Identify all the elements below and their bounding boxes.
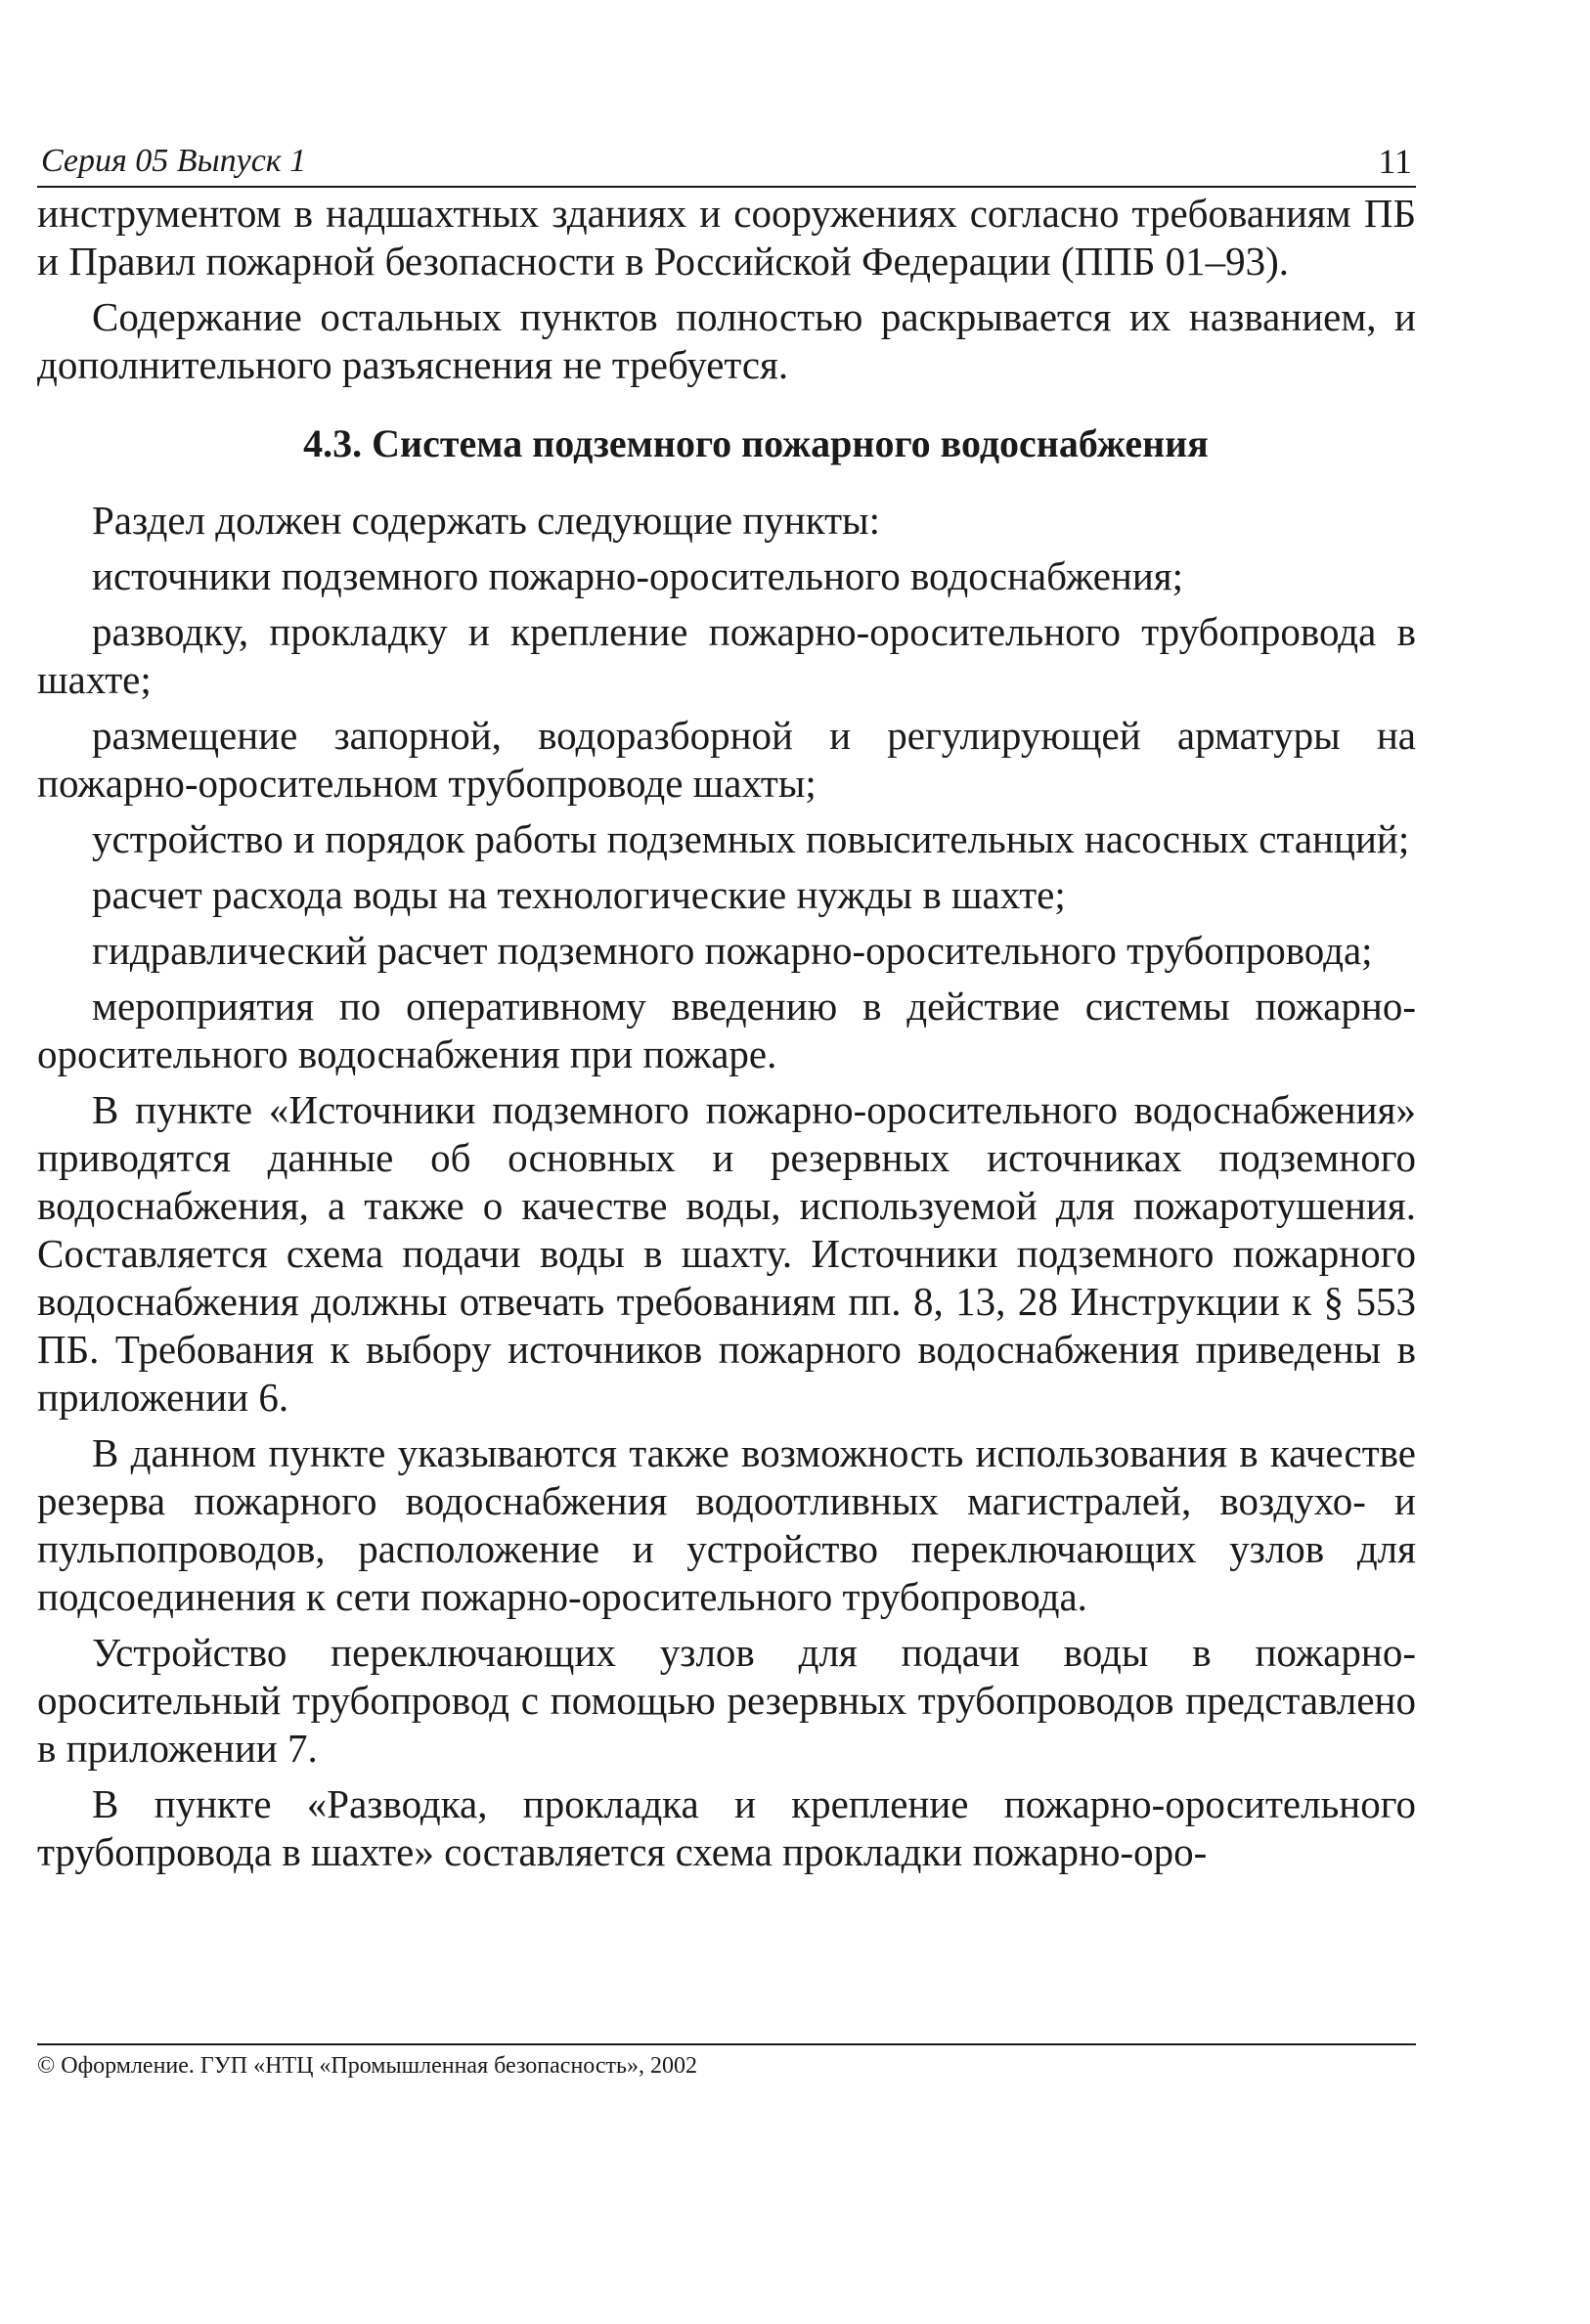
paragraph: Устройство переключающих узлов для подачи воды в пожарно-оросительный трубопровод с помощью резервных трубопроводов представлено в приложении 7. [37, 1630, 1416, 1771]
paragraph: инструментом в надшахтных зданиях и сооружениях согласно требованиям ПБ и Правил пожарной безопасности в Российской Федерации (ППБ 01–93). [37, 191, 1416, 284]
document-page [37, 127, 1416, 1884]
list-item: расчет расхода воды на технологические нужды в шахте; [92, 872, 1066, 917]
section-heading: 4.3. Система подземного пожарного водоснабжения [303, 421, 1209, 465]
series-label: Серия 05 Выпуск 1 [41, 143, 307, 179]
list-item: источники подземного пожарно-оросительного водоснабжения; [92, 553, 1184, 598]
list-item: разводку, прокладку и крепление пожарно-оросительного трубопровода в шахте; [37, 609, 1416, 702]
running-header [37, 127, 1416, 188]
paragraph: Раздел должен содержать следующие пункты: [92, 498, 880, 543]
list-item: устройство и порядок работы подземных повысительных насосных станций; [92, 816, 1410, 861]
page-footer [37, 2043, 1416, 2080]
list-item: гидравлический расчет подземного пожарно-оросительного трубопровода; [92, 928, 1373, 973]
footer-text: Оформление. ГУП «НТЦ «Промышленная безопасность», 2002 [61, 2053, 697, 2079]
body-text [37, 190, 1416, 1876]
paragraph: В пункте «Разводка, прокладка и крепление пожарно-оросительного трубопровода в шахте» составляется схема прокладки пожарно-оро- [37, 1781, 1416, 1874]
paragraph: Содержание остальных пунктов полностью раскрывается их названием, и дополнительного разъяснения не требуется. [37, 294, 1416, 387]
copyright-icon: © [37, 2053, 56, 2079]
page-number: 11 [1378, 142, 1412, 181]
paragraph: В данном пункте указываются также возможность использования в качестве резерва пожарного водоснабжения водоотливных магистралей, воздухо- и пульпопроводов, расположение и устройство переключающих узлов для подсоединения к сети пожарно-оросительного трубопровода. [37, 1430, 1416, 1619]
list-item: мероприятия по оперативному введению в действие системы пожарно-оросительного водоснабжения при пожаре. [37, 984, 1416, 1076]
paragraph: В пункте «Источники подземного пожарно-оросительного водоснабжения» приводятся данные об основных и резервных источниках подземного водоснабжения, а также о качестве воды, используемой для пожаротушения. Составляется схема подачи воды в шахту. Источники подземного пожарного водоснабжения должны отвечать требованиям пп. 8, 13, 28 Инструкции к § 553 ПБ. Требования к выбору источников пожарного водоснабжения приведены в приложении 6. [37, 1087, 1416, 1420]
list-item: размещение запорной, водоразборной и регулирующей арматуры на пожарно-оросительном трубопроводе шахты; [37, 713, 1416, 806]
